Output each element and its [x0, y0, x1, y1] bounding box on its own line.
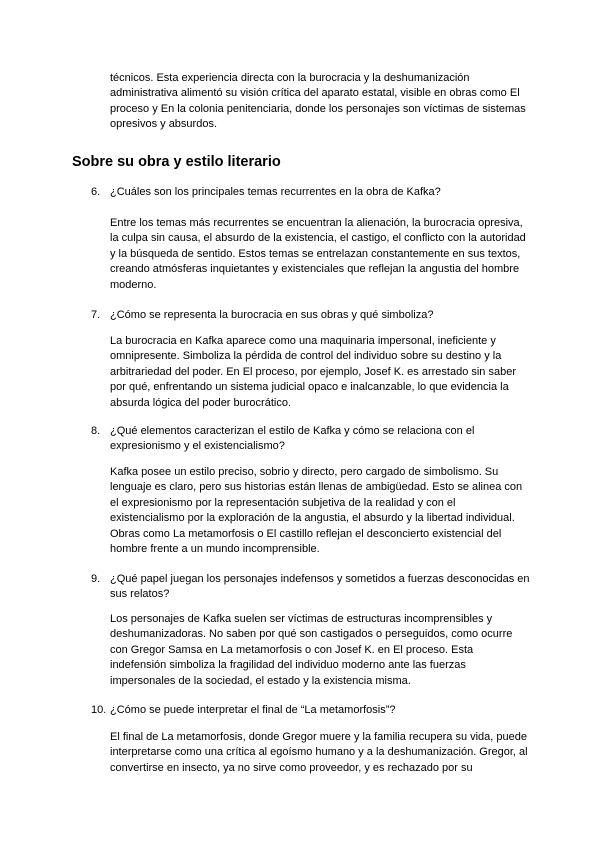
question-text: ¿Cuáles son los principales temas recurrentes en la obra de Kafka?	[110, 186, 441, 198]
question-text: ¿Qué elementos caracterizan el estilo de Kafka y cómo se relaciona con el expresionismo y el existencialismo?	[110, 425, 475, 453]
answer-9: Los personajes de Kafka suelen ser víctimas de estructuras incomprensibles y deshumanizadoras. No saben por qué son castigados o perseguidos, como ocurre con Gregor Samsa en La metamorfosis o con Josef K. en El proceso. Esta indefensión simboliza la fragilidad del individuo moderno ante las fuerzas impersonales de la sociedad, el estado y la existencia misma.	[110, 613, 513, 687]
question-text: ¿Cómo se puede interpretar el final de “La metamorfosis”?	[110, 704, 396, 716]
answer-7: La burocracia en Kafka aparece como una maquinaria impersonal, ineficiente y omnipresente. Simboliza la pérdida de control del individuo sobre su destino y la arbitrariedad del poder. En El proceso, por ejemplo, Josef K. es arrestado sin saber por qué, enfrentando un sistema judicial opaco e inalcanzable, lo que evidencia la absurda lógica del poder burocrático.	[110, 335, 517, 409]
question-text: ¿Cómo se representa la burocracia en sus obras y qué simboliza?	[110, 309, 434, 321]
answer-8: Kafka posee un estilo preciso, sobrio y directo, pero cargado de simbolismo. Su lenguaje es claro, pero sus historias están llenas de ambigüedad. Esto se alinea con el expresionismo por la representación subjetiva de la realidad y con el existencialismo por la exploración de la angustia, el absurdo y la libertad individual. Obras como La metamorfosis o El castillo reflejan el desconcierto existencial del hombre frente a un mundo incomprensible.	[110, 466, 523, 556]
question-7	[91, 308, 533, 323]
question-number: 6.	[91, 186, 101, 198]
question-number: 8.	[91, 425, 101, 437]
question-8	[91, 424, 533, 455]
question-number: 9.	[91, 573, 101, 585]
section-heading: Sobre su obra y estilo literario	[72, 154, 281, 170]
question-text: ¿Qué papel juegan los personajes indefensos y sometidos a fuerzas desconocidas en sus relatos?	[110, 573, 530, 601]
question-6	[91, 185, 533, 200]
intro-paragraph: técnicos. Esta experiencia directa con la burocracia y la deshumanización administrativa alimentó su visión crítica del aparato estatal, visible en obras como El proceso y En la colonia penitenciaria, donde los personajes son víctimas de sistemas opresivos y absurdos.	[110, 72, 526, 131]
question-number: 7.	[91, 309, 101, 321]
answer-10: El final de La metamorfosis, donde Gregor muere y la familia recupera su vida, puede interpretarse como una crítica al egoísmo humano y a la deshumanización. Gregor, al convertirse en insecto, ya no sirve como proveedor, y es rechazado por su	[110, 731, 528, 774]
question-number: 10.	[91, 704, 107, 716]
answer-6: Entre los temas más recurrentes se encuentran la alienación, la burocracia opresiva, la culpa sin causa, el absurdo de la existencia, el castigo, el conflicto con la autoridad y la búsqueda de sentido. Estos temas se entrelazan constantemente en sus textos, creando atmósferas inquietantes y existenciales que reflejan la angustia del hombre moderno.	[110, 217, 526, 291]
question-10	[91, 703, 533, 718]
question-9	[91, 572, 533, 603]
